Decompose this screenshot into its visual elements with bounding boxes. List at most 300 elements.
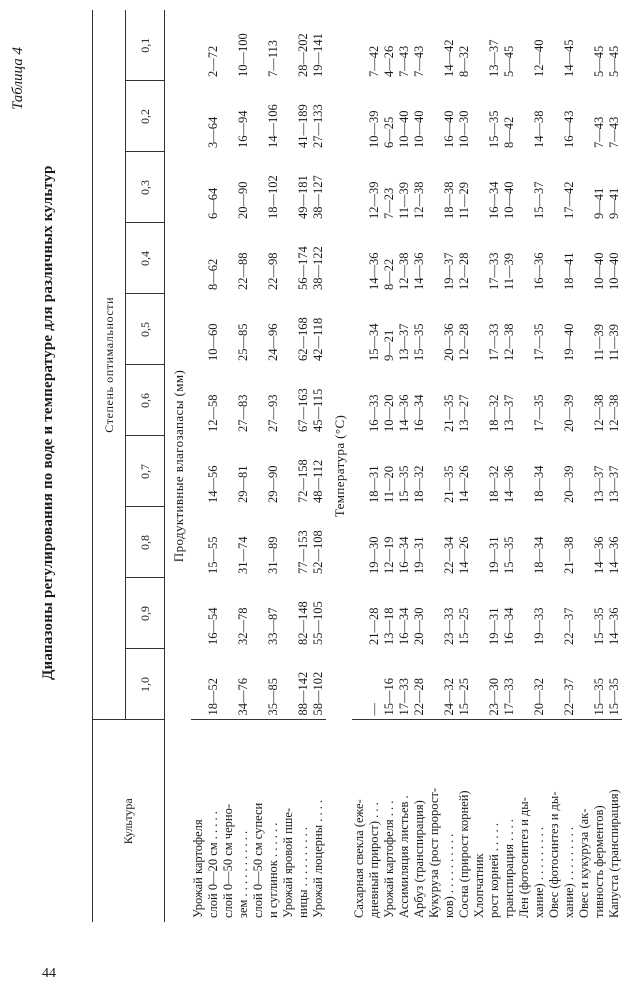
range-cell [577, 10, 592, 81]
range-cell [547, 507, 562, 578]
range-cell [281, 507, 296, 578]
range-cell: 16—54 [206, 607, 220, 645]
degree-header: 0,8 [126, 507, 165, 578]
range-cell [427, 436, 442, 507]
crop-name-cell: транспирация . . . . [502, 720, 517, 922]
range-cell: 10—20 [382, 394, 396, 432]
range-cell: 16—40 [442, 110, 456, 148]
range-cell: 24—96 [266, 323, 280, 361]
range-cell [352, 365, 367, 436]
range-cell: 17—33 [487, 252, 501, 290]
page-number: 44 [42, 966, 56, 981]
crop-name-cell: Урожай люцерны . . . . [311, 720, 326, 922]
crop-name-cell: слой 0—50 см супеси [251, 720, 266, 922]
range-cell: 10—40 [502, 181, 516, 219]
crop-name-cell: дневный прирост) . . . [367, 720, 382, 922]
range-cell [547, 365, 562, 436]
range-cell [577, 578, 592, 649]
range-cell [577, 81, 592, 152]
range-cell [251, 507, 266, 578]
range-cell [191, 10, 206, 81]
range-cell [547, 578, 562, 649]
range-cell [472, 10, 487, 81]
range-cell [221, 223, 236, 294]
range-cell: 17—33 [397, 678, 411, 716]
range-cell: 11—39 [592, 323, 606, 361]
crop-name-cell: Лен (фотосинтез и ды- [517, 720, 532, 922]
table-row [191, 10, 206, 922]
range-cell: 15—35 [412, 323, 426, 361]
range-cell: 14—38 [532, 110, 546, 148]
range-cell [251, 223, 266, 294]
range-cell: 6—25 [382, 116, 396, 148]
range-cell: 19—37 [442, 252, 456, 290]
table-row [266, 10, 281, 922]
crop-name-cell: Овес (фотосинтез и ды- [547, 720, 562, 922]
crop-name-cell: тивность ферментов) [592, 720, 607, 922]
range-cell: 12—28 [457, 252, 471, 290]
range-cell: 17—33 [502, 678, 516, 716]
range-cell: 16—34 [397, 607, 411, 645]
range-cell [191, 578, 206, 649]
range-cell [191, 507, 206, 578]
range-cell: 5—45 [502, 45, 516, 77]
degree-header: 0,6 [126, 365, 165, 436]
range-cell: 15—37 [532, 181, 546, 219]
range-cell: 56—174 [296, 246, 310, 290]
table-row [367, 10, 382, 922]
range-cell [517, 436, 532, 507]
range-cell: 10—40 [592, 252, 606, 290]
range-cell [191, 365, 206, 436]
range-cell: 12—28 [457, 323, 471, 361]
range-cell: 17—33 [487, 323, 501, 361]
range-cell: 12—38 [397, 252, 411, 290]
range-cell [221, 649, 236, 720]
crop-name-cell: Урожай картофеля . . . [382, 720, 397, 922]
range-cell [191, 436, 206, 507]
range-cell [352, 81, 367, 152]
range-cell: 7—43 [592, 116, 606, 148]
range-cell: 13—18 [382, 607, 396, 645]
range-cell [251, 649, 266, 720]
crop-name-cell: Сосна (прирост корней) [457, 720, 472, 922]
range-cell [352, 223, 367, 294]
range-cell: 13—37 [397, 323, 411, 361]
range-cell [281, 10, 296, 81]
range-cell [281, 223, 296, 294]
range-cell [221, 436, 236, 507]
range-cell: 27—83 [236, 394, 250, 432]
range-cell [281, 578, 296, 649]
range-cell [281, 365, 296, 436]
range-cell: 27—93 [266, 394, 280, 432]
range-cell: 22—88 [236, 252, 250, 290]
range-cell: 22—37 [562, 678, 576, 716]
table-row [532, 10, 547, 922]
range-cell: 18—32 [487, 465, 501, 503]
range-cell: 8—42 [502, 116, 516, 148]
range-cell [577, 223, 592, 294]
range-cell: 16—43 [562, 110, 576, 148]
range-cell [517, 365, 532, 436]
range-cell: 13—37 [592, 465, 606, 503]
range-cell [191, 223, 206, 294]
range-cell [547, 436, 562, 507]
table-row [427, 10, 442, 922]
table-row [607, 10, 622, 922]
range-cell [517, 649, 532, 720]
range-cell [427, 365, 442, 436]
table-row [517, 10, 532, 922]
range-cell [472, 507, 487, 578]
degree-header: 0,9 [126, 578, 165, 649]
range-cell [577, 152, 592, 223]
range-cell [251, 81, 266, 152]
range-cell: 20—90 [236, 181, 250, 219]
range-cell [281, 436, 296, 507]
range-cell: 15—35 [607, 678, 621, 716]
crop-name-cell: ков) . . . . . . . . . . [442, 720, 457, 922]
range-cell: 13—37 [607, 465, 621, 503]
range-cell: 11—20 [382, 465, 396, 503]
range-cell: 20—39 [562, 394, 576, 432]
range-cell [251, 10, 266, 81]
range-cell [427, 294, 442, 365]
range-cell: 16—33 [367, 394, 381, 432]
range-cell: 67—163 [296, 388, 310, 432]
range-cell [427, 223, 442, 294]
range-cell [547, 152, 562, 223]
range-cell: 18—38 [442, 181, 456, 219]
range-cell: 24—32 [442, 678, 456, 716]
range-cell: 19—141 [311, 33, 325, 77]
section-header-row [326, 10, 352, 922]
range-cell: 10—39 [367, 110, 381, 148]
range-cell: 20—32 [532, 678, 546, 716]
range-cell [517, 10, 532, 81]
range-cell [472, 223, 487, 294]
range-cell: 21—38 [562, 536, 576, 574]
range-cell: 21—28 [367, 607, 381, 645]
range-cell: 20—39 [562, 465, 576, 503]
range-cell: 19—33 [532, 607, 546, 645]
range-cell: 20—36 [442, 323, 456, 361]
range-cell: 15—16 [382, 678, 396, 716]
range-cell: 23—30 [487, 678, 501, 716]
range-cell [221, 507, 236, 578]
crop-column-header: Культура [93, 720, 165, 922]
crop-name-cell: слой 0—50 см черно- [221, 720, 236, 922]
range-cell [427, 578, 442, 649]
range-cell [427, 81, 442, 152]
section-title: Температура (°С) [331, 414, 347, 518]
range-cell: 49—181 [296, 175, 310, 219]
range-cell [281, 649, 296, 720]
range-cell: 4—26 [382, 45, 396, 77]
range-cell [221, 365, 236, 436]
table-row [221, 10, 236, 922]
range-cell: 58—102 [311, 671, 325, 716]
range-cell [191, 649, 206, 720]
degree-header: 0,2 [126, 81, 165, 152]
range-cell: 11—29 [457, 181, 471, 219]
range-cell: 17—35 [532, 394, 546, 432]
table-row [457, 10, 472, 922]
range-cell: 14—42 [442, 39, 456, 77]
range-cell: 62—168 [296, 317, 310, 361]
range-cell: — [367, 703, 381, 716]
range-cell [427, 507, 442, 578]
crop-name-cell: Сахарная свекла (еже- [352, 720, 367, 922]
range-cell: 18—34 [532, 465, 546, 503]
table-row [412, 10, 427, 922]
range-cell: 9—21 [382, 329, 396, 361]
range-cell: 7—43 [397, 45, 411, 77]
range-cell: 14—26 [457, 536, 471, 574]
range-cell [191, 294, 206, 365]
crop-name-cell: Арбуз (транспирация) [412, 720, 427, 922]
crop-name-cell: и суглинок . . . . . . [266, 720, 281, 922]
range-cell [472, 294, 487, 365]
range-cell: 10—100 [236, 33, 250, 77]
range-cell: 15—55 [206, 536, 220, 574]
range-cell: 7—43 [607, 116, 621, 148]
range-cell: 82—148 [296, 601, 310, 645]
range-cell [517, 507, 532, 578]
range-cell [352, 436, 367, 507]
range-cell [352, 10, 367, 81]
range-cell: 13—37 [487, 39, 501, 77]
table-row [562, 10, 577, 922]
range-cell: 12—39 [367, 181, 381, 219]
crop-name-cell: Капуста (транспирация) [607, 720, 622, 922]
range-cell: 15—25 [457, 607, 471, 645]
range-cell: 19—31 [412, 536, 426, 574]
range-cell [221, 10, 236, 81]
range-cell [577, 436, 592, 507]
range-cell: 48—112 [311, 459, 325, 503]
table-row [352, 10, 367, 922]
range-cell: 11—39 [502, 252, 516, 290]
range-cell [472, 81, 487, 152]
table-row [592, 10, 607, 922]
range-cell: 18—32 [412, 465, 426, 503]
range-cell: 13—37 [502, 394, 516, 432]
range-cell: 7—43 [412, 45, 426, 77]
range-cell [251, 365, 266, 436]
range-cell: 8—32 [457, 45, 471, 77]
header-row-group [93, 10, 126, 922]
range-cell: 19—31 [487, 536, 501, 574]
table-body [165, 10, 623, 922]
range-cell: 15—25 [457, 678, 471, 716]
range-cell: 20—30 [412, 607, 426, 645]
range-cell: 15—35 [487, 110, 501, 148]
range-cell: 8—62 [206, 258, 220, 290]
table-row [382, 10, 397, 922]
range-cell: 18—34 [532, 536, 546, 574]
range-cell [251, 436, 266, 507]
range-cell: 32—78 [236, 607, 250, 645]
range-cell: 15—34 [367, 323, 381, 361]
range-cell: 10—60 [206, 323, 220, 361]
range-cell: 41—189 [296, 104, 310, 148]
range-cell: 15—35 [502, 536, 516, 574]
range-cell: 14—36 [607, 536, 621, 574]
range-cell [352, 507, 367, 578]
range-cell: 12—38 [607, 394, 621, 432]
range-cell: 18—32 [487, 394, 501, 432]
range-cell: 13—27 [457, 394, 471, 432]
table-row [577, 10, 592, 922]
range-cell: 16—34 [502, 607, 516, 645]
section-title: Продуктивные влагозапасы (мм) [170, 369, 186, 563]
range-cell [221, 578, 236, 649]
range-cell [427, 152, 442, 223]
range-cell [251, 152, 266, 223]
range-cell: 11—39 [607, 323, 621, 361]
range-cell [517, 81, 532, 152]
crop-name-cell: зем . . . . . . . . . . . [236, 720, 251, 922]
range-cell [472, 578, 487, 649]
range-cell [221, 81, 236, 152]
range-cell: 77—153 [296, 530, 310, 574]
range-cell [472, 365, 487, 436]
degree-header: 0,5 [126, 294, 165, 365]
range-cell: 14—106 [266, 104, 280, 148]
range-cell: 9—41 [607, 187, 621, 219]
range-cell: 12—19 [382, 536, 396, 574]
range-cell [517, 294, 532, 365]
table-row [487, 10, 502, 922]
range-cell [251, 578, 266, 649]
range-cell: 52—108 [311, 530, 325, 574]
optimality-group-header: Степень оптимальности [93, 10, 126, 720]
range-cell [517, 578, 532, 649]
range-cell [281, 81, 296, 152]
range-cell: 14—56 [206, 465, 220, 503]
range-cell: 6—64 [206, 187, 220, 219]
range-cell [517, 223, 532, 294]
range-cell: 18—52 [206, 678, 220, 716]
crop-name-cell: Урожай яровой пше- [281, 720, 296, 922]
range-cell [547, 81, 562, 152]
range-cell: 14—36 [592, 536, 606, 574]
range-cell: 21—35 [442, 465, 456, 503]
range-cell [352, 578, 367, 649]
range-cell [221, 152, 236, 223]
range-cell [352, 294, 367, 365]
table-label: Таблица 4 [10, 47, 26, 110]
range-cell: 16—34 [412, 394, 426, 432]
table-row [472, 10, 487, 922]
section-header-row [165, 10, 192, 922]
range-cell: 10—30 [457, 110, 471, 148]
table-row [547, 10, 562, 922]
range-cell: 22—98 [266, 252, 280, 290]
table-title: Диапазоны регулирования по воде и температуре для различных культур [40, 165, 56, 680]
range-cell: 14—36 [412, 252, 426, 290]
range-cell [281, 294, 296, 365]
range-cell: 14—36 [502, 465, 516, 503]
range-cell [281, 152, 296, 223]
data-table [92, 10, 622, 922]
range-cell [352, 152, 367, 223]
range-cell: 15—35 [592, 678, 606, 716]
range-cell: 22—34 [442, 536, 456, 574]
range-cell [427, 649, 442, 720]
range-cell: 19—40 [562, 323, 576, 361]
range-cell: 42—118 [311, 317, 325, 361]
range-cell: 19—30 [367, 536, 381, 574]
range-cell: 17—42 [562, 181, 576, 219]
range-cell [577, 365, 592, 436]
range-cell: 38—127 [311, 175, 325, 219]
range-cell: 23—33 [442, 607, 456, 645]
range-cell: 22—28 [412, 678, 426, 716]
range-cell [577, 507, 592, 578]
table-row [206, 10, 221, 922]
range-cell: 29—81 [236, 465, 250, 503]
range-cell: 10—40 [397, 110, 411, 148]
table-row [442, 10, 457, 922]
range-cell: 14—36 [607, 607, 621, 645]
range-cell: 31—89 [266, 536, 280, 574]
range-cell: 55—105 [311, 601, 325, 645]
range-cell [547, 223, 562, 294]
range-cell: 7—113 [266, 39, 280, 77]
range-cell: 33—87 [266, 607, 280, 645]
range-cell: 16—34 [487, 181, 501, 219]
range-cell [251, 294, 266, 365]
range-cell: 15—35 [397, 465, 411, 503]
range-cell: 18—102 [266, 175, 280, 219]
range-cell: 16—34 [397, 536, 411, 574]
range-cell: 17—35 [532, 323, 546, 361]
range-cell [427, 10, 442, 81]
range-cell: 12—38 [502, 323, 516, 361]
crop-name-cell: Овес и кукуруза (ак- [577, 720, 592, 922]
crop-name-cell: хание) . . . . . . . . . [532, 720, 547, 922]
table-row [251, 10, 266, 922]
degree-header: 0,3 [126, 152, 165, 223]
range-cell: 10—40 [607, 252, 621, 290]
table-row [281, 10, 296, 922]
range-cell: 22—37 [562, 607, 576, 645]
crop-name-cell: рост корней . . . . . [487, 720, 502, 922]
range-cell: 14—36 [367, 252, 381, 290]
range-cell: 19—31 [487, 607, 501, 645]
range-cell: 2—72 [206, 45, 220, 77]
range-cell [472, 152, 487, 223]
range-cell: 72—158 [296, 459, 310, 503]
range-cell: 25—85 [236, 323, 250, 361]
degree-header: 0,1 [137, 37, 152, 53]
range-cell: 12—38 [592, 394, 606, 432]
crop-name-cell: ницы . . . . . . . . . . [296, 720, 311, 922]
range-cell: 12—40 [532, 39, 546, 77]
degree-header: 1,0 [126, 649, 165, 720]
range-cell: 18—31 [367, 465, 381, 503]
range-cell: 5—45 [607, 45, 621, 77]
range-cell [472, 649, 487, 720]
range-cell: 16—36 [532, 252, 546, 290]
range-cell [221, 294, 236, 365]
crop-name-cell: Ассимиляция листьев . [397, 720, 412, 922]
range-cell: 15—35 [592, 607, 606, 645]
range-cell [547, 10, 562, 81]
